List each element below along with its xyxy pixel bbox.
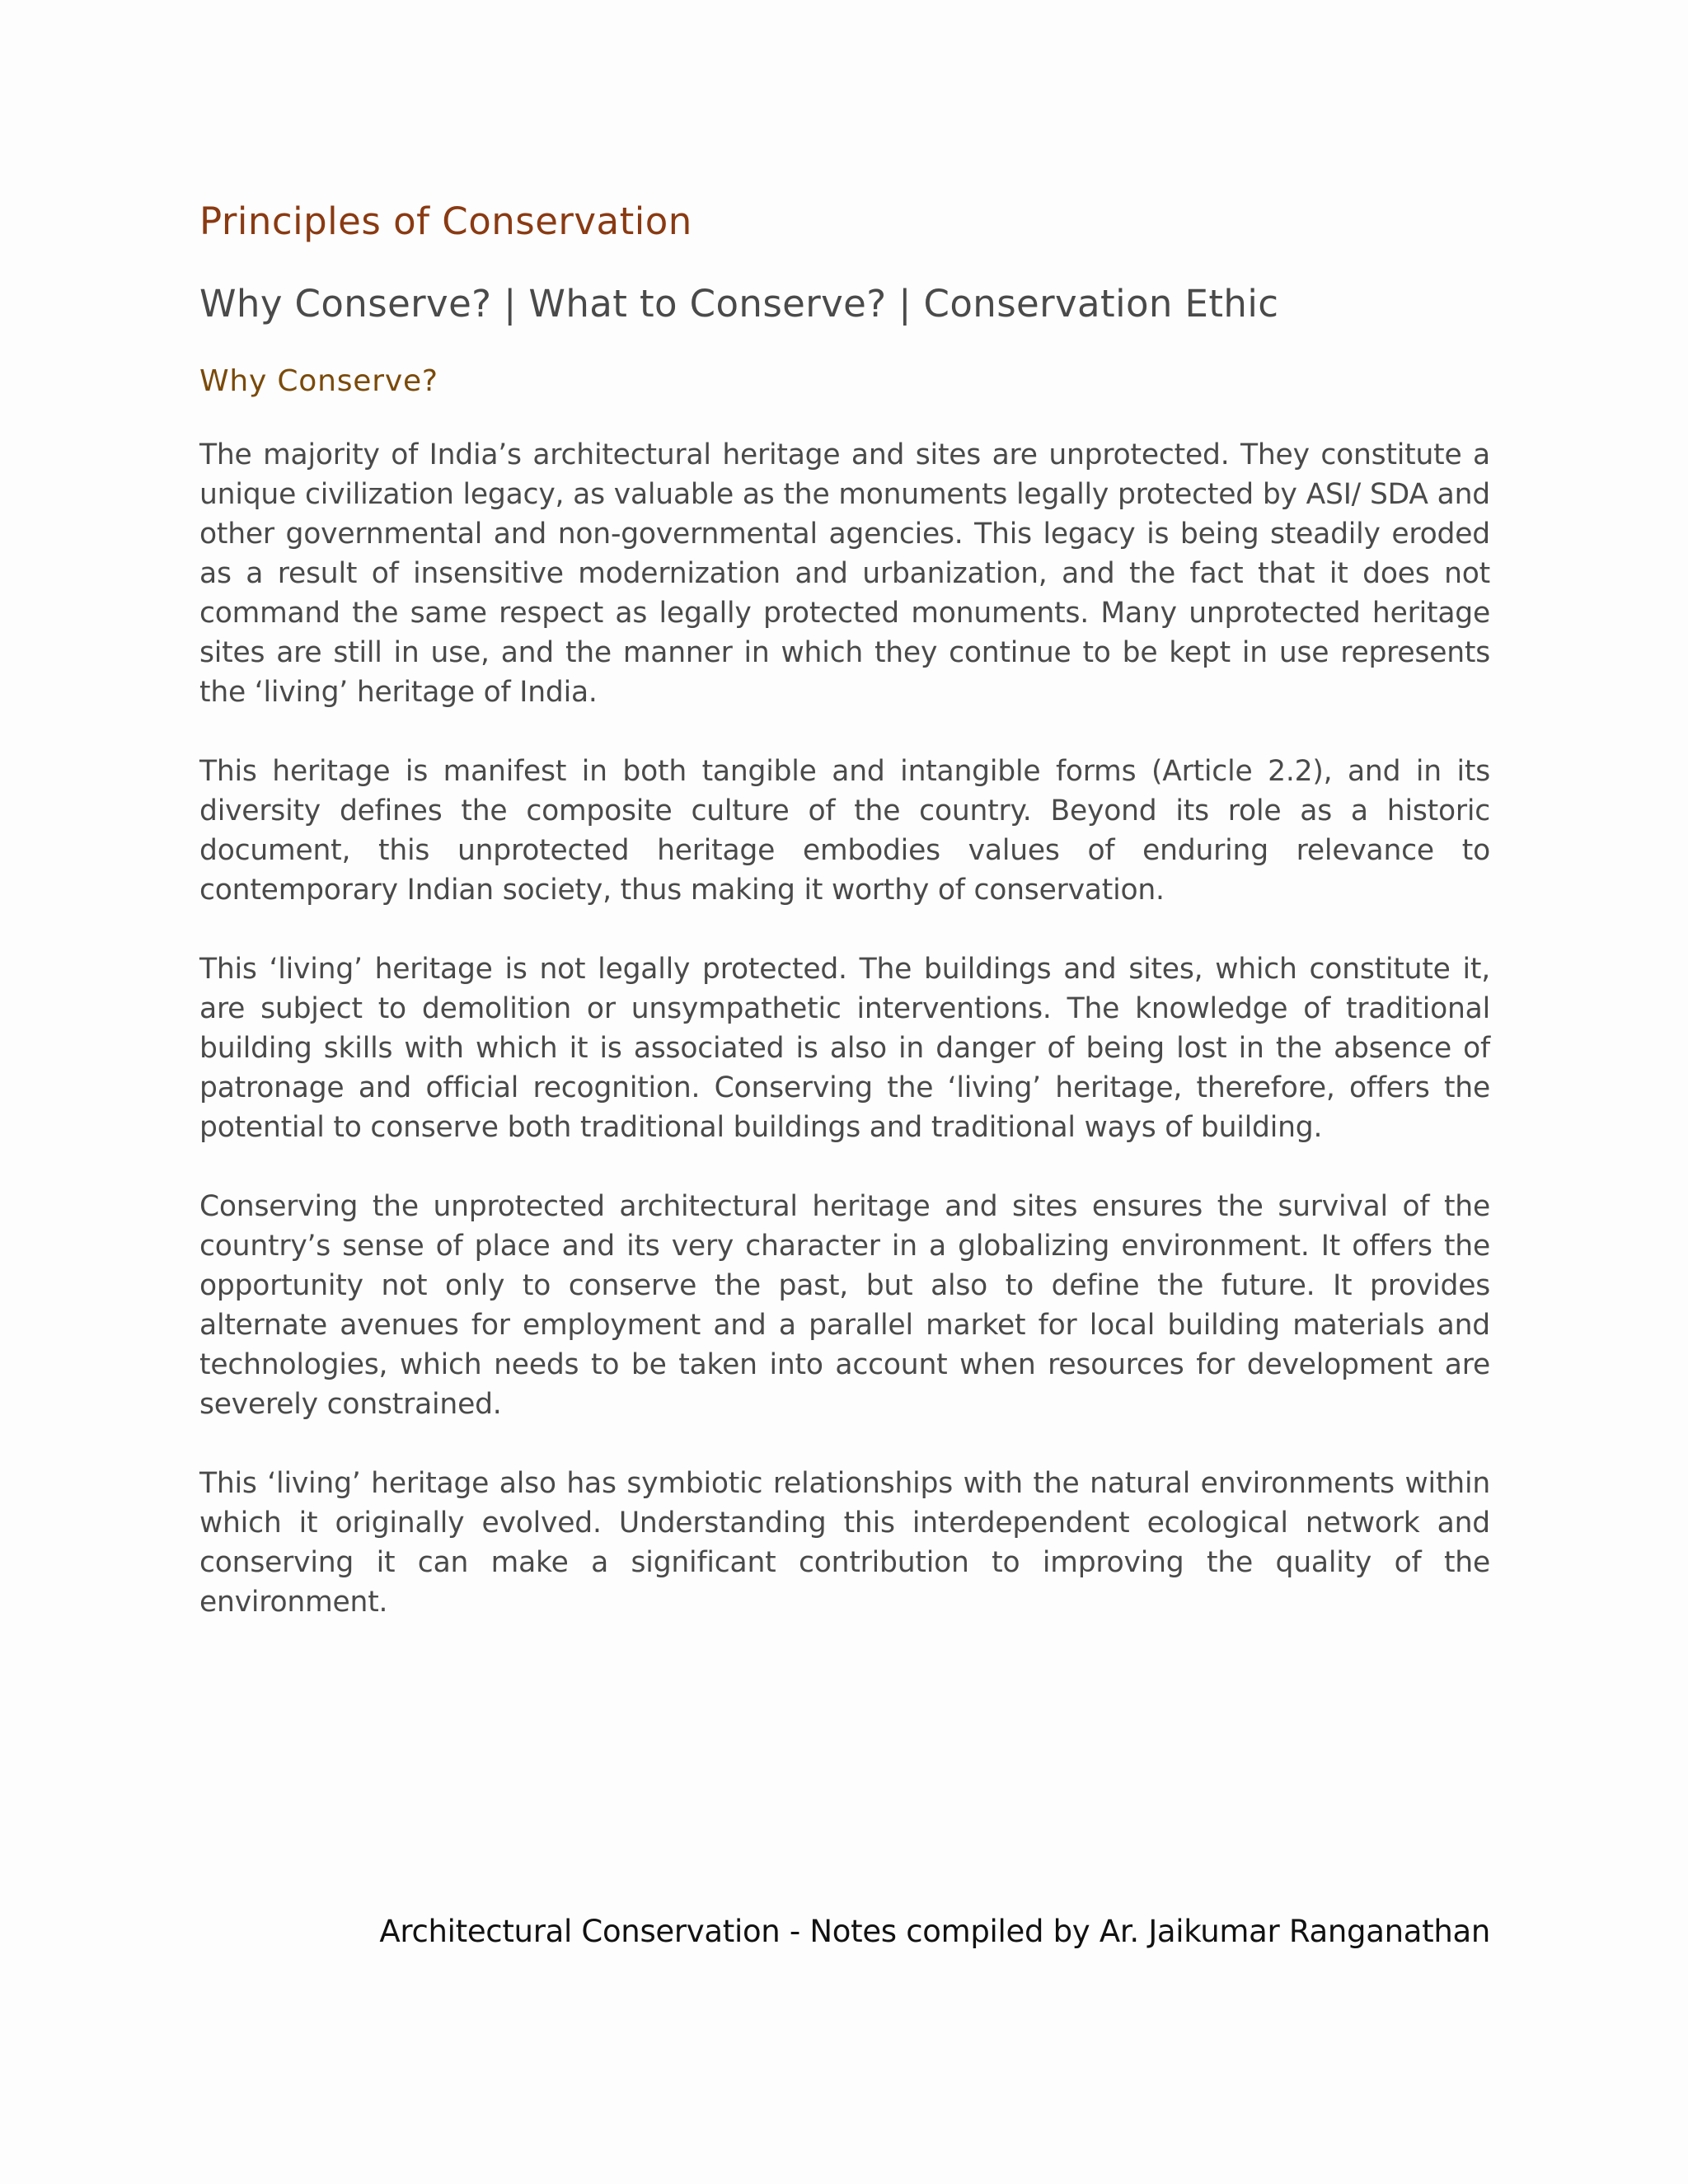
paragraph-1: The majority of India’s architectural heritage and sites are unprotected. They constitute a unique civilization legacy, as valuable as the monuments legally protected by ASI/ SDA and other governmental and non-governmental agencies. This legacy is being steadily eroded as a result of insensitive modernization and urbanization, and the fact that it does not command the same respect as legally protected monuments. Many unprotected heritage sites are still in use, and the manner in which they continue to be kept in use represents the ‘living’ heritage of India. bbox=[199, 438, 1490, 709]
section-heading: Why Conserve? bbox=[199, 364, 438, 398]
page-footer: Architectural Conservation - Notes compiled by Ar. Jaikumar Ranganathan bbox=[379, 1914, 1490, 1949]
body-text bbox=[199, 435, 1490, 1622]
page-title: Principles of Conservation bbox=[199, 199, 692, 243]
paragraph-5: This ‘living’ heritage also has symbiotic relationships with the natural environments within which it originally evolved. Understanding this interdependent ecological network and conserving it can make a significant contribution to improving the quality of the environment. bbox=[199, 1467, 1490, 1619]
paragraph-2: This heritage is manifest in both tangible and intangible forms (Article 2.2), and in its diversity defines the composite culture of the country. Beyond its role as a historic document, this unprotected heritage embodies values of enduring relevance to contemporary Indian society, thus making it worthy of conservation. bbox=[199, 755, 1490, 907]
paragraph-3: This ‘living’ heritage is not legally protected. The buildings and sites, which constitute it, are subject to demolition or unsympathetic interventions. The knowledge of traditional building skills with which it is associated is also in danger of being lost in the absence of patronage and official recognition. Conserving the ‘living’ heritage, therefore, offers the potential to conserve both traditional buildings and traditional ways of building. bbox=[199, 953, 1490, 1144]
page-subtitle: Why Conserve? | What to Conserve? | Conservation Ethic bbox=[199, 282, 1279, 326]
document-content bbox=[199, 196, 1490, 1661]
paragraph-4: Conserving the unprotected architectural heritage and sites ensures the survival of the country’s sense of place and its very character in a globalizing environment. It offers the opportunity not only to conserve the past, but also to define the future. It provides alternate avenues for employment and a parallel market for local building materials and technologies, which needs to be taken into account when resources for development are severely constrained. bbox=[199, 1190, 1490, 1421]
